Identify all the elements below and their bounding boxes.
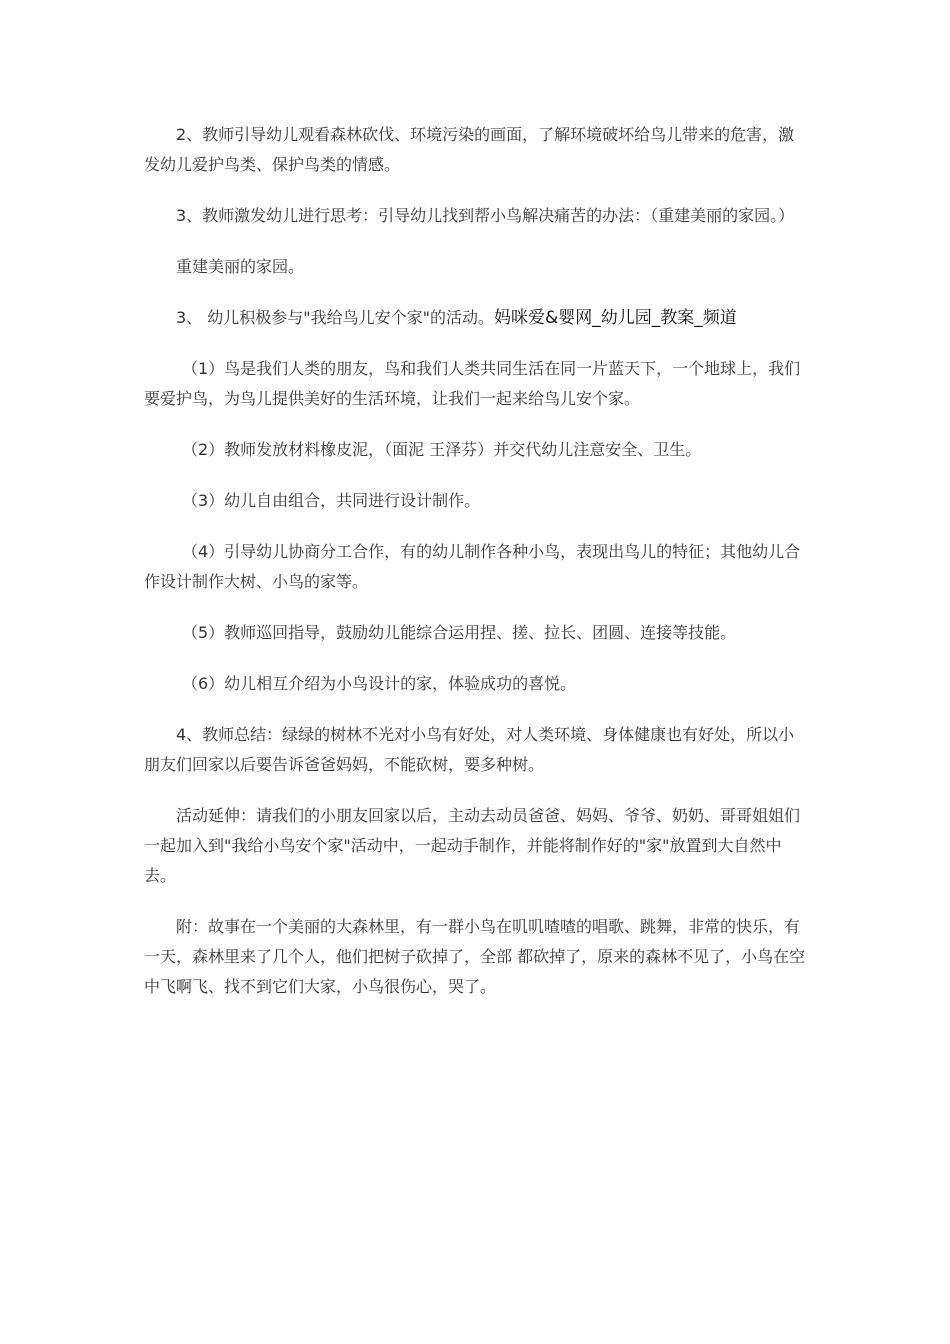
- paragraph-step-3-activity: [144, 303, 808, 333]
- paragraph-rebuild-home: 重建美丽的家园。: [176, 257, 305, 276]
- paragraph-activity-extension: 活动延伸：请我们的小朋友回家以后，主动去动员爸爸、妈妈、爷爷、奶奶、哥哥姐姐们一起加入到"我给小鸟安个家"活动中，一起动手制作，并能将制作好的"家"放置到大自然中去。: [144, 806, 801, 885]
- paragraph-sub-4: （4）引导幼儿协商分工合作，有的幼儿制作各种小鸟，表现出鸟儿的特征；其他幼儿合作设计制作大树、小鸟的家等。: [144, 542, 801, 591]
- paragraph-step-2: 2、教师引导幼儿观看森林砍伐、环境污染的画面，了解环境破坏给鸟儿带来的危害，激发幼儿爱护鸟类、保护鸟类的情感。: [144, 125, 795, 174]
- document-page: [144, 120, 808, 1023]
- paragraph-sub-5: （5）教师巡回指导，鼓励幼儿能综合运用捏、搓、拉长、团圆、连接等技能。: [182, 623, 737, 642]
- paragraph-sub-3: （3）幼儿自由组合，共同进行设计制作。: [182, 491, 481, 510]
- source-site-link[interactable]: 妈咪爱&婴网_幼儿园_教案_频道: [494, 308, 737, 328]
- paragraph-appendix-story: 附：故事在一个美丽的大森林里，有一群小鸟在叽叽喳喳的唱歌、跳舞，非常的快乐，有一天，森林里来了几个人，他们把树子砍掉了，全部 都砍掉了，原来的森林不见了，小鸟在空中飞啊飞、找不到它们大家，小鸟很伤心，哭了。: [144, 917, 806, 996]
- paragraph-sub-6: （6）幼儿相互介绍为小鸟设计的家，体验成功的喜悦。: [182, 674, 577, 693]
- paragraph-sub-2: （2）教师发放材料橡皮泥，（面泥 王泽芬）并交代幼儿注意安全、卫生。: [182, 440, 702, 459]
- paragraph-step-4-summary: 4、教师总结：绿绿的树林不光对小鸟有好处，对人类环境、身体健康也有好处，所以小朋友们回家以后要告诉爸爸妈妈，不能砍树，要多种树。: [144, 725, 795, 774]
- paragraph-step-3-activity-text: 3、 幼儿积极参与"我给鸟儿安个家"的活动。: [176, 308, 494, 327]
- paragraph-step-3-think: 3、教师激发幼儿进行思考：引导幼儿找到帮小鸟解决痛苦的办法：（重建美丽的家园。）: [176, 206, 795, 225]
- paragraph-sub-1: （1）鸟是我们人类的朋友，鸟和我们人类共同生活在同一片蓝天下，一个地球上，我们要爱护鸟，为鸟儿提供美好的生活环境，让我们一起来给鸟儿安个家。: [144, 359, 801, 408]
